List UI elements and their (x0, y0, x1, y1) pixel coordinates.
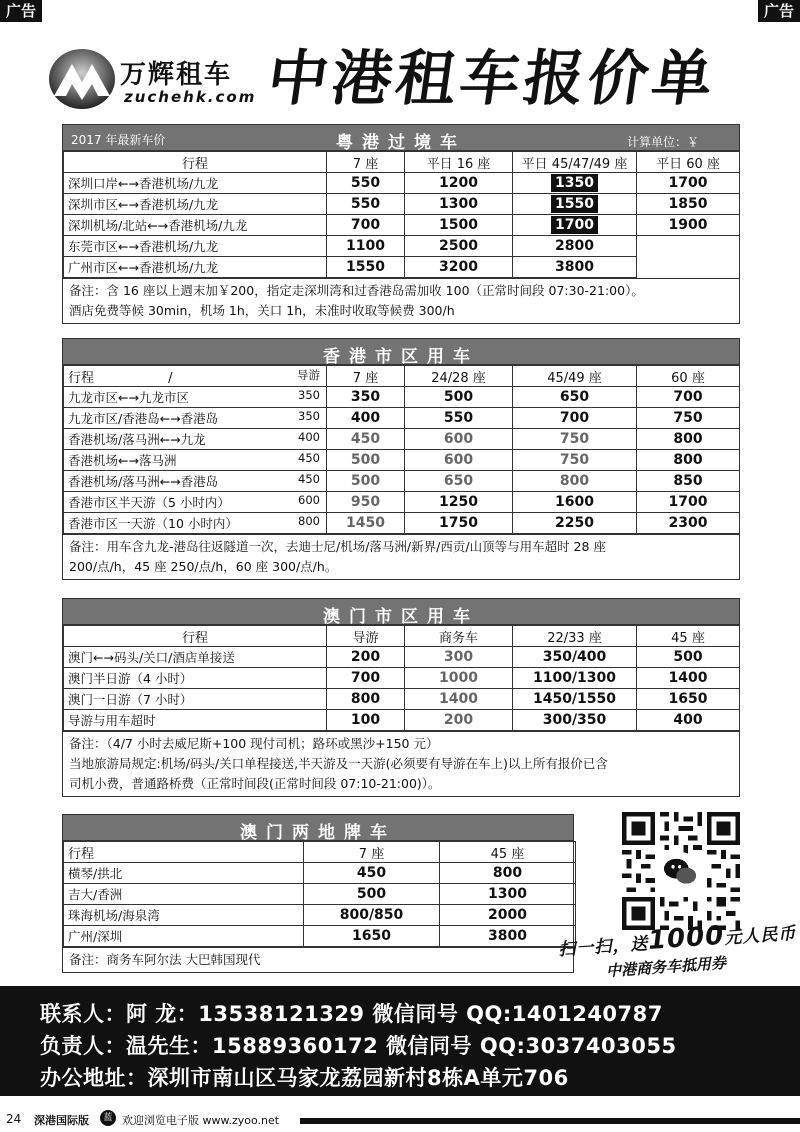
note-line: 备注：（4/7 小时去威尼斯+100 现付司机；路环或黑沙+150 元） (69, 736, 439, 751)
table-row (64, 173, 740, 194)
price-year-label: 2017 年最新车价 (71, 133, 166, 147)
table-row (64, 236, 740, 257)
column-header: 45/49 座 (513, 366, 637, 387)
table-header-row (64, 842, 576, 863)
route-cell: 珠海机场/海泉湾 (64, 905, 304, 926)
section-note (63, 278, 739, 323)
table-header-row (64, 152, 740, 173)
page-footer (0, 1104, 800, 1132)
price-cell: 2250 (513, 513, 637, 534)
route-cell: 深圳市区←→香港机场/九龙 (64, 194, 327, 215)
price-cell: 800 (440, 863, 576, 884)
price-cell: 700 (327, 215, 405, 236)
route-cell (64, 450, 327, 471)
price-cell: 1450 (327, 513, 405, 534)
price-cell: 350/400 (513, 647, 637, 668)
table-row (64, 647, 740, 668)
section-title: 澳门市区用车 (323, 607, 479, 627)
price-cell: 3800 (513, 257, 637, 278)
route-cell (64, 492, 327, 513)
route-header: 行程 (68, 370, 95, 386)
route-cell: 导游与用车超时 (64, 710, 327, 731)
price-cell: 500 (304, 884, 440, 905)
column-header: 45 座 (637, 626, 740, 647)
column-header: 7 座 (327, 152, 405, 173)
price-cell: 1450/1550 (513, 689, 637, 710)
price-cell: 100 (327, 710, 405, 731)
price-cell: 1000 (405, 668, 513, 689)
price-cell: 1750 (405, 513, 513, 534)
column-header: 7 座 (304, 842, 440, 863)
column-header: 60 座 (637, 366, 740, 387)
price-cell: 500 (637, 647, 740, 668)
route-cell: 深圳机场/北站←→香港机场/九龙 (64, 215, 327, 236)
price-cell: 800 (513, 471, 637, 492)
note-line: 酒店免费等候 30min，机场 1h，关口 1h，未准时收取等候费 300/h (69, 303, 455, 318)
highlighted-price: 1700 (551, 216, 598, 234)
promo-amount: 1000 (647, 920, 726, 956)
price-cell: 1650 (637, 689, 740, 710)
page-number: 24 (6, 1112, 22, 1126)
e-version-link[interactable]: 欢迎浏览电子版 www.zyoo.net (122, 1114, 280, 1127)
price-cell: 650 (513, 387, 637, 408)
promo-text: 扫一扫，送 (557, 934, 649, 961)
price-cell: 450 (327, 429, 405, 450)
price-cell: 850 (637, 471, 740, 492)
price-cell: 2800 (513, 236, 637, 257)
table-row (64, 194, 740, 215)
table-row (64, 387, 740, 408)
unit-label: 计算单位：￥ (626, 135, 699, 149)
price-cell: 1600 (513, 492, 637, 513)
price-cell (513, 173, 637, 194)
price-cell: 800 (637, 450, 740, 471)
brand-domain: zuchehk.com (124, 88, 257, 106)
cross-border-section (62, 124, 740, 324)
highlighted-price: 1550 (551, 195, 598, 213)
price-cell: 1700 (637, 173, 740, 194)
header (40, 40, 760, 120)
table-row (64, 429, 740, 450)
price-cell: 200 (327, 647, 405, 668)
empty-cell (637, 236, 740, 278)
brand-name: 万辉租车 (120, 60, 233, 90)
table-row (64, 689, 740, 710)
price-cell: 650 (405, 471, 513, 492)
route-cell (64, 408, 327, 429)
ad-label-right: 广告 (758, 0, 800, 22)
column-header: 商务车 (405, 626, 513, 647)
mountain-logo-icon (48, 48, 116, 110)
page-title: 中港租车报价单 (263, 44, 721, 114)
column-header: 平日 45/47/49 座 (513, 152, 637, 173)
price-cell: 700 (327, 668, 405, 689)
route-text: 香港市区半天游（5 小时内） (68, 495, 230, 510)
route-cell: 广州/深圳 (64, 926, 304, 947)
guide-price: 400 (298, 430, 320, 444)
guide-price: 350 (298, 409, 320, 423)
price-cell (513, 215, 637, 236)
price-cell: 750 (513, 429, 637, 450)
note-line: 200/点/h，45 座 250/点/h，60 座 300/点/h。 (69, 559, 338, 574)
macau-city-table (63, 625, 740, 731)
price-cell: 950 (327, 492, 405, 513)
section-note (63, 534, 739, 579)
price-cell: 1700 (637, 492, 740, 513)
route-cell: 横琴/拱北 (64, 863, 304, 884)
price-cell: 1400 (405, 689, 513, 710)
section-note (63, 731, 739, 796)
macau-city-section (62, 598, 740, 797)
price-cell: 750 (637, 408, 740, 429)
dual-plate-section (62, 814, 574, 973)
route-text: 香港机场/落马洲←→九龙 (68, 432, 206, 447)
dual-plate-table (63, 841, 576, 947)
table-header-row (64, 366, 740, 387)
price-cell: 800 (327, 689, 405, 710)
column-header: 行程 (64, 626, 327, 647)
column-header: 24/28 座 (405, 366, 513, 387)
route-cell: 澳门←→码头/关口/酒店单接送 (64, 647, 327, 668)
table-row (64, 926, 576, 947)
route-cell (64, 387, 327, 408)
price-cell: 500 (327, 471, 405, 492)
note-line: 司机小费，普通路桥费（正常时间段(正常时间段 07:10-21:00)）。 (69, 776, 441, 791)
guide-price: 350 (298, 388, 320, 402)
note-line: 备注：用车含九龙-港岛往返隧道一次，去迪士尼/机场/落马洲/新界/西贡/山顶等与用车超时 28 座 (69, 539, 606, 554)
price-cell: 750 (513, 450, 637, 471)
hk-city-section (62, 338, 740, 580)
price-cell: 1400 (637, 668, 740, 689)
price-cell: 2500 (405, 236, 513, 257)
route-text: 九龙市区/香港岛←→香港岛 (68, 411, 219, 426)
price-cell: 1300 (440, 884, 576, 905)
route-cell: 澳门半日游（4 小时） (64, 668, 327, 689)
price-cell: 1300 (405, 194, 513, 215)
price-cell: 800/850 (304, 905, 440, 926)
qr-code-icon[interactable] (622, 812, 740, 930)
price-cell: 2000 (440, 905, 576, 926)
price-cell: 3800 (440, 926, 576, 947)
table-row (64, 492, 740, 513)
route-cell: 吉大/香洲 (64, 884, 304, 905)
price-cell: 500 (405, 387, 513, 408)
column-header: 平日 16 座 (405, 152, 513, 173)
route-cell (64, 429, 327, 450)
price-cell: 300 (405, 647, 513, 668)
route-text: 九龙市区←→九龙市区 (68, 390, 189, 405)
section-header (63, 599, 739, 625)
table-row (64, 668, 740, 689)
column-header: 行程 (64, 842, 304, 863)
note-line: 备注：含 16 座以上週末加￥200，指定走深圳湾和过香港岛需加收 100（正常时间段 07:30-21:00）。 (69, 283, 644, 298)
guide-price: 450 (298, 451, 320, 465)
route-cell: 深圳口岸←→香港机场/九龙 (64, 173, 327, 194)
price-cell: 450 (304, 863, 440, 884)
table-row (64, 884, 576, 905)
route-cell: 东莞市区←→香港机场/九龙 (64, 236, 327, 257)
price-cell: 1850 (637, 194, 740, 215)
column-header: 导游 (327, 626, 405, 647)
price-cell: 550 (327, 173, 405, 194)
column-header (64, 366, 327, 387)
price-cell: 500 (327, 450, 405, 471)
route-text: 香港机场←→落马洲 (68, 453, 177, 468)
section-title: 香港市区用车 (323, 347, 479, 367)
slash-separator: / (168, 370, 173, 386)
price-cell: 550 (327, 194, 405, 215)
column-header: 7 座 (327, 366, 405, 387)
section-title: 澳门两地牌车 (240, 823, 396, 843)
contact-manager: 负责人：温先生：15889360172 微信同号 QQ:3037403055 (40, 1034, 677, 1058)
guide-price: 450 (298, 472, 320, 486)
column-header: 平日 60 座 (637, 152, 740, 173)
price-cell: 1200 (405, 173, 513, 194)
price-cell: 600 (405, 450, 513, 471)
price-cell: 1650 (304, 926, 440, 947)
route-cell (64, 471, 327, 492)
price-cell: 1900 (637, 215, 740, 236)
cross-border-table (63, 151, 740, 278)
price-cell: 1500 (405, 215, 513, 236)
contact-band (0, 986, 800, 1096)
table-row (64, 513, 740, 534)
section-note: 备注：商务车阿尔法 大巴韩国现代 (63, 947, 573, 972)
price-cell: 1550 (327, 257, 405, 278)
footer-rule (300, 1118, 800, 1124)
highlighted-price: 1350 (551, 174, 598, 192)
price-cell: 400 (637, 710, 740, 731)
route-text: 香港市区一天游（10 小时内） (68, 516, 238, 531)
promo-line-2: 中港商务车抵用券 (605, 953, 727, 981)
table-row (64, 905, 576, 926)
price-cell: 300/350 (513, 710, 637, 731)
column-header: 行程 (64, 152, 327, 173)
section-header (63, 339, 739, 365)
price-cell: 700 (637, 387, 740, 408)
price-cell: 550 (405, 408, 513, 429)
route-cell (64, 513, 327, 534)
price-cell: 3200 (405, 257, 513, 278)
guide-header: 导游 (297, 367, 320, 382)
contact-person: 联系人：阿 龙：13538121329 微信同号 QQ:1401240787 (40, 1002, 663, 1026)
table-row (64, 471, 740, 492)
price-cell: 1100 (327, 236, 405, 257)
promo-text: 元人民币 (723, 923, 797, 949)
section-header (63, 125, 739, 151)
publication-name: 深港国际版 (34, 1114, 89, 1127)
ad-label-left: 广告 (0, 0, 42, 22)
hk-city-table (63, 365, 740, 534)
price-cell: 350 (327, 387, 405, 408)
section-header (63, 815, 573, 841)
table-row (64, 450, 740, 471)
table-row (64, 863, 576, 884)
route-cell: 澳门一日游（7 小时） (64, 689, 327, 710)
table-row (64, 710, 740, 731)
price-cell: 400 (327, 408, 405, 429)
badge-icon: 蓝 (100, 1110, 116, 1126)
route-cell: 广州市区←→香港机场/九龙 (64, 257, 327, 278)
price-cell: 1250 (405, 492, 513, 513)
column-header: 22/33 座 (513, 626, 637, 647)
guide-price: 800 (298, 514, 320, 528)
table-row (64, 215, 740, 236)
price-cell: 700 (513, 408, 637, 429)
note-line: 当地旅游局规定:机场/码头/关口单程接送,半天游及一天游(必须要有导游在车上)以上所有报价已含 (69, 756, 608, 771)
price-cell (513, 194, 637, 215)
table-row (64, 408, 740, 429)
price-cell: 2300 (637, 513, 740, 534)
price-cell: 800 (637, 429, 740, 450)
guide-price: 600 (298, 493, 320, 507)
route-text: 香港机场/落马洲←→香港岛 (68, 474, 219, 489)
section-title: 粤港过境车 (336, 133, 466, 153)
office-address: 办公地址：深圳市南山区马家龙荔园新村8栋A单元706 (40, 1066, 569, 1090)
table-header-row (64, 626, 740, 647)
price-cell: 200 (405, 710, 513, 731)
price-cell: 1100/1300 (513, 668, 637, 689)
column-header: 45 座 (440, 842, 576, 863)
price-cell: 600 (405, 429, 513, 450)
